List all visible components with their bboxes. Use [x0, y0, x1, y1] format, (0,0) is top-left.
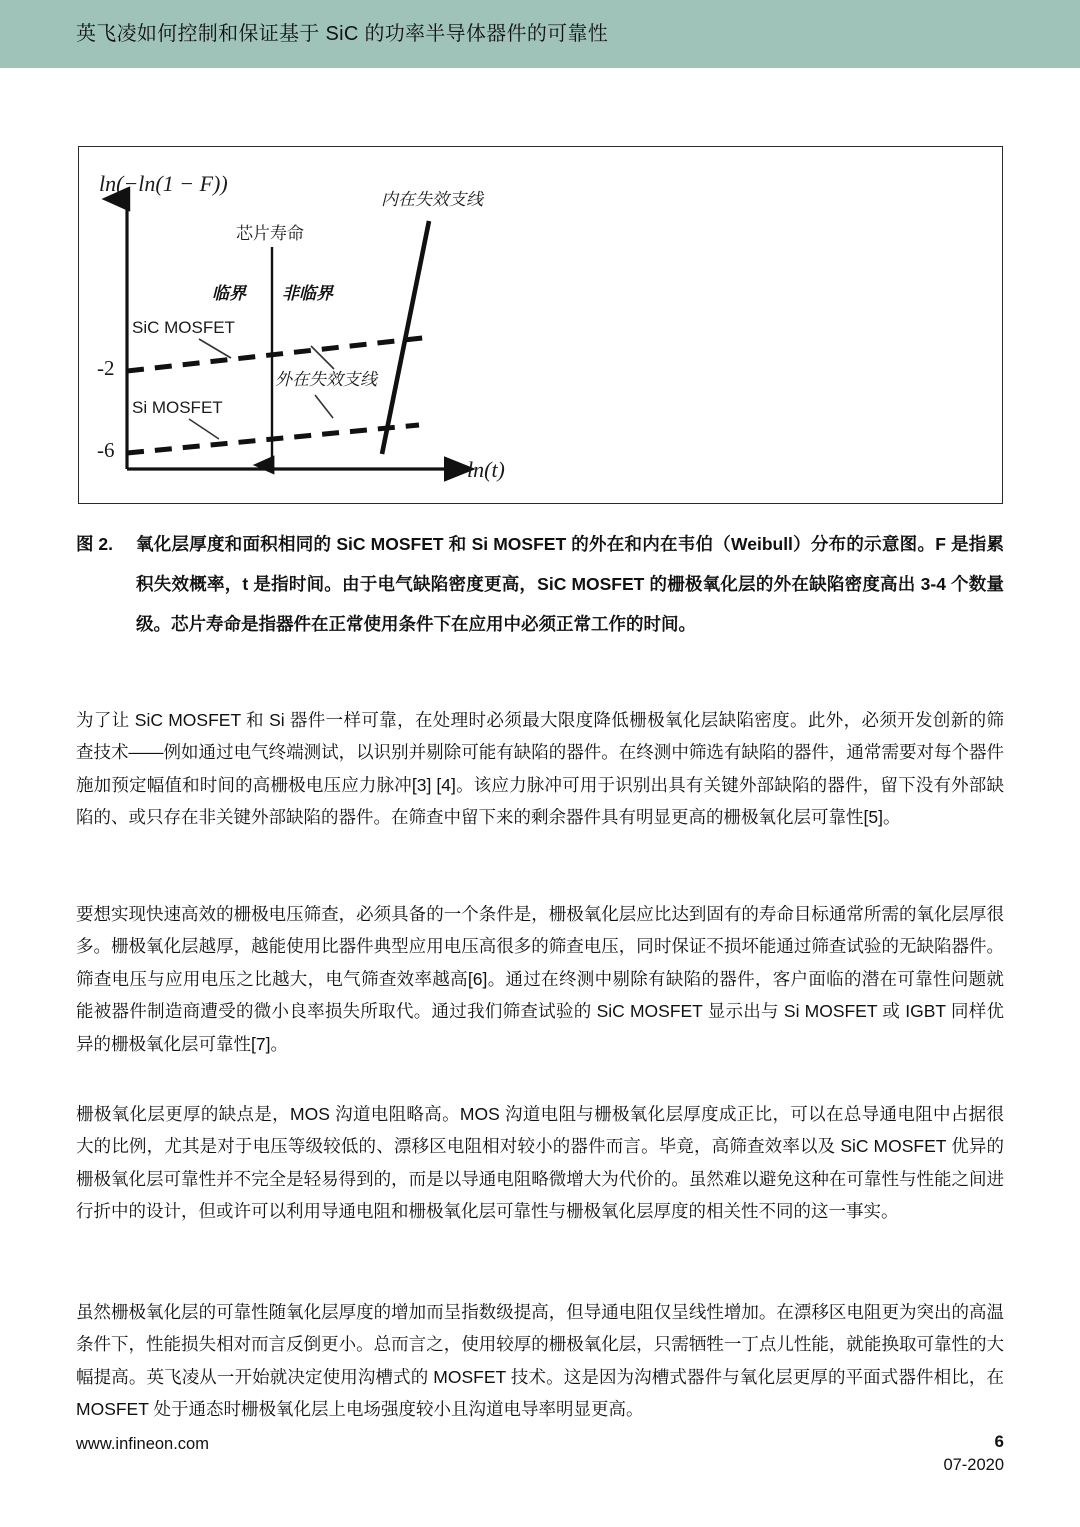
- critical-label: 临界: [212, 284, 246, 303]
- body-paragraph-4: 虽然栅极氧化层的可靠性随氧化层厚度的增加而呈指数级提高，但导通电阻仅呈线性增加。在漂移区电阻更为突出的高温条件下，性能损失相对而言反倒更小。总而言之，使用较厚的栅极氧化层，只需牺牲一丁点儿性能，就能换取可靠性的大幅提高。英飞凌从一开始就决定使用沟槽式的 MOSFET 技术。这是因为沟槽式器件与氧化层更厚的平面式器件相比，在 MOSFET 处于通态时栅极氧化层上电场强度较小且沟道电导率明显更高。: [76, 1301, 1004, 1419]
- body-paragraph-1: 为了让 SiC MOSFET 和 Si 器件一样可靠，在处理时必须最大限度降低栅极氧化层缺陷密度。此外，必须开发创新的筛查技术——例如通过电气终端测试，以识别并剔除可能有缺陷的器件。在终测中筛选有缺陷的器件，通常需要对每个器件施加预定幅值和时间的高栅极电压应力脉冲[3] [4]。该应力脉冲可用于识别出具有关键外部缺陷的器件，留下没有外部缺陷的、或只存在非关键外部缺陷的器件。在筛查中留下来的剩余器件具有明显更高的栅极氧化层可靠性[5]。: [76, 709, 1004, 827]
- figure-caption-number: 图 2.: [76, 534, 113, 554]
- y-tick-label-minus6: -6: [97, 438, 115, 462]
- body-paragraph-2: 要想实现快速高效的栅极电压筛查，必须具备的一个条件是，栅极氧化层应比达到固有的寿命目标通常所需的氧化层厚很多。栅极氧化层越厚，越能使用比器件典型应用电压高很多的筛查电压，同时保证不损坏能通过筛查试验的无缺陷器件。筛查电压与应用电压之比越大，电气筛查效率越高[6]。通过在终测中剔除有缺陷的器件，客户面临的潜在可靠性问题就能被器件制造商遭受的微小良率损失所取代。通过我们筛查试验的 SiC MOSFET 显示出与 Si MOSFET 或 IGBT 同样优异的栅极氧化层可靠性[7]。: [76, 903, 1004, 1054]
- si-mosfet-leader-line: [189, 419, 219, 439]
- intrinsic-branch-label: 内在失效支线: [381, 190, 483, 209]
- non-critical-label: 非临界: [282, 284, 333, 303]
- x-axis-label: ln(t): [467, 457, 505, 482]
- footer-page-number: 6: [994, 1432, 1004, 1451]
- figure-container: [78, 146, 1003, 504]
- figure-caption: [76, 524, 1004, 644]
- page-header-title: 英飞凌如何控制和保证基于 SiC 的功率半导体器件的可靠性: [76, 23, 609, 45]
- sic-mosfet-extrinsic-line: [127, 337, 431, 371]
- y-axis-label: ln(−ln(1 − F)): [99, 171, 228, 196]
- chip-lifetime-label: 芯片寿命: [236, 224, 304, 243]
- extrinsic-branch-label: 外在失效支线: [275, 370, 377, 389]
- footer-date: 07-2020: [943, 1456, 1004, 1474]
- y-tick-label-minus2: -2: [97, 356, 115, 380]
- sic-mosfet-leader-line: [199, 339, 231, 358]
- figure-caption-text: 氧化层厚度和面积相同的 SiC MOSFET 和 Si MOSFET 的外在和内在韦伯（Weibull）分布的示意图。F 是指累积失效概率，t 是指时间。由于电气缺陷密度更高，SiC MOSFET 的栅极氧化层的外在缺陷密度高出 3-4 个数量级。芯片寿命是指器件在正常使用条件下在应用中必须正常工作的时间。: [136, 534, 1004, 634]
- extrinsic-leader-line-lower: [315, 395, 333, 418]
- weibull-distribution-chart: [79, 147, 1002, 503]
- page-header-band: [0, 0, 1080, 68]
- sic-mosfet-label: SiC MOSFET: [132, 318, 235, 337]
- body-paragraph-3: 栅极氧化层更厚的缺点是，MOS 沟道电阻略高。MOS 沟道电阻与栅极氧化层厚度成正比，可以在总导通电阻中占据很大的比例，尤其是对于电压等级较低的、漂移区电阻相对较小的器件而言。毕竟，高筛查效率以及 SiC MOSFET 优异的栅极氧化层可靠性并不完全是轻易得到的，而是以导通电阻略微增大为代价的。虽然难以避免这种在可靠性与性能之间进行折中的设计，但或许可以利用导通电阻和栅极氧化层可靠性与栅极氧化层厚度的相关性不同的这一事实。: [76, 1103, 1004, 1221]
- si-mosfet-label: Si MOSFET: [132, 398, 223, 417]
- footer-website-link[interactable]: www.infineon.com: [76, 1435, 209, 1453]
